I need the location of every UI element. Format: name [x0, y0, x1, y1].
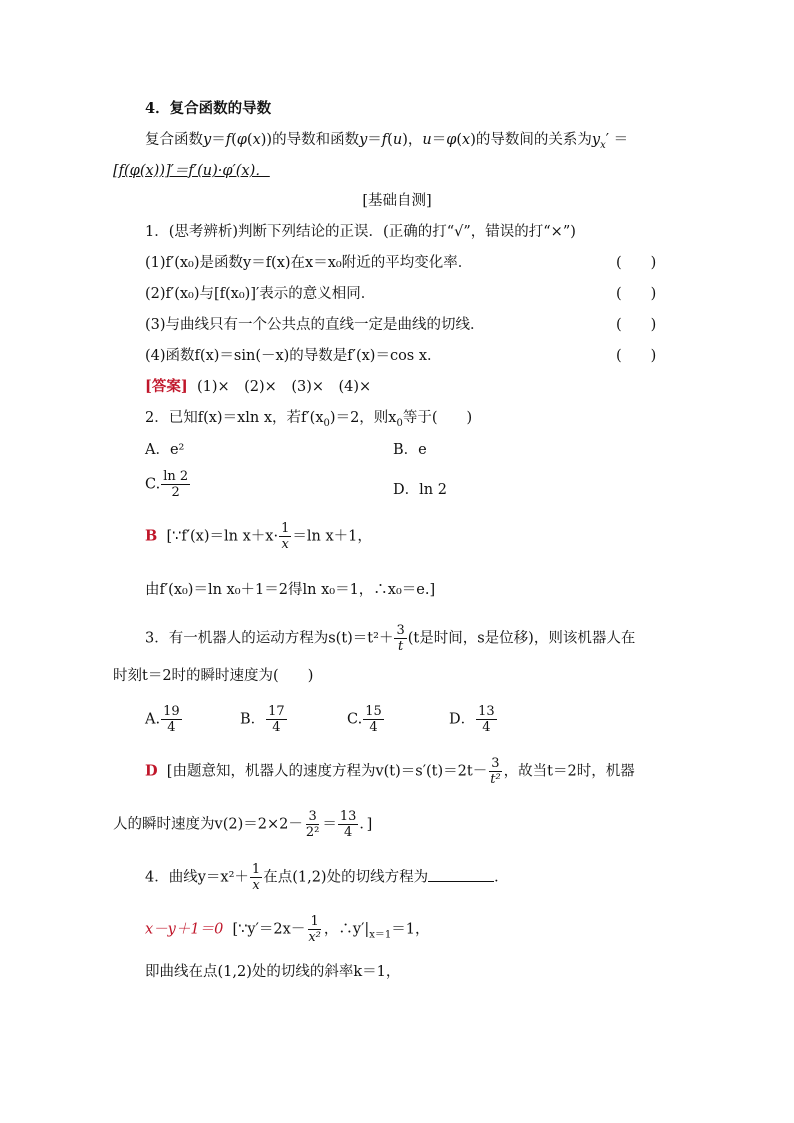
q1-blank-1: ( ) [616, 255, 657, 271]
fraction: $\frac{13}{4}$ [339, 809, 357, 840]
q1-item-1: (1)f′(x₀)是函数y＝f(x)在x＝x₀附近的平均变化率． [145, 255, 473, 271]
q2-option-a: A．e² [145, 442, 185, 458]
q2-option-d: D．ln 2 [393, 482, 447, 498]
fraction: $\frac{\ln 2}{2}$ [163, 469, 189, 500]
q2-option-c: C. $\frac{\ln 2}{2}$ [145, 469, 189, 500]
q1-blank-3: ( ) [616, 317, 657, 333]
rule-line-2: [f(φ(x))]′＝f′(u)·φ′(x)． [113, 163, 270, 179]
q3-stem-2: 时刻t＝2时的瞬时速度为( ) [113, 668, 314, 684]
q2-solution-2: 由f′(x₀)＝ln x₀＋1＝2得ln x₀＝1，∴x₀＝e.] [145, 582, 436, 598]
q3-option-d: D． $\frac{13}{4}$ [449, 704, 495, 735]
fraction: $\frac{17}{4}$ [268, 704, 285, 735]
fraction: $\frac{19}{4}$ [163, 704, 180, 735]
q1-blank-2: ( ) [616, 286, 657, 302]
q3-option-a: A. $\frac{19}{4}$ [145, 704, 180, 735]
fraction: $\frac{3}{t}$ [396, 623, 405, 654]
q1-answer [145, 377, 371, 397]
q1-stem: 1．(思考辨析)判断下列结论的正误．(正确的打“√”，错误的打“×”) [145, 224, 576, 240]
section-heading: 4．复合函数的导数 [145, 100, 272, 117]
answer-text: x－y＋1＝0 [145, 921, 224, 938]
fraction: $\frac{1}{x}$ [281, 521, 290, 552]
fraction: $\frac{3}{\text{2²}}$ [305, 809, 320, 840]
q4-stem: 4．曲线y＝x²＋ $\frac{1}{x}$ 在点(1,2)处的切线方程为 ． [145, 862, 509, 893]
q1-item-3: (3)与曲线只有一个公共点的直线一定是曲线的切线． [145, 317, 485, 333]
answer-blank [428, 867, 494, 882]
fraction: $\frac{13}{4}$ [478, 704, 495, 735]
q2-stem: 2．已知f(x)＝xln x，若$f'(x_0)=2$，则$x_0$等于( ) [145, 410, 473, 429]
fraction: $\frac{15}{4}$ [365, 704, 382, 735]
q3-solution-1: D [由题意知，机器人的速度方程为v(t)＝s′(t)＝2t－ $\frac{3}{\text{t²}}$ ，故当t＝2时，机器 [145, 756, 635, 787]
q3-option-c: C. $\frac{15}{4}$ [347, 704, 382, 735]
q2-solution-1: B [∵f′(x)＝ln x＋x· $\frac{1}{x}$ ＝ln x＋1， [145, 521, 372, 552]
section-banner: [基础自测] [362, 193, 432, 209]
q1-item-2: (2)f′(x₀)与[f(x₀)]′表示的意义相同． [145, 286, 376, 302]
fraction: $\frac{3}{\text{t²}}$ [490, 756, 501, 787]
q1-blank-4: ( ) [616, 348, 657, 364]
q1-item-4: (4)函数f(x)＝sin(－x)的导数是f′(x)＝cos x． [145, 348, 442, 364]
rule-line-1: 复合函数y＝f(φ(x))的导数和函数y＝f(u)，u＝φ(x)的导数间的关系为$y_x'$ ＝ [145, 132, 629, 151]
answer-letter: D [145, 762, 158, 780]
q3-stem-1: 3．有一机器人的运动方程为s(t)＝t²＋ $\frac{3}{t}$ (t是时间，s是位移)，则该机器人在 [145, 623, 636, 654]
q4-solution-2: 即曲线在点(1,2)处的切线的斜率k＝1， [145, 964, 401, 980]
q3-option-b: B． $\frac{17}{4}$ [240, 704, 285, 735]
answer-tag: [答案] [145, 378, 188, 395]
q3-solution-2: 人的瞬时速度为v(2)＝2×2－ $\frac{3}{\text{2²}}$ ＝ $\frac{13}{4}$ ．] [113, 809, 373, 840]
q2-option-b: B．e [393, 442, 427, 458]
answer-letter: B [145, 527, 158, 545]
fraction: $\frac{1}{\text{x²}}$ [308, 914, 321, 945]
q4-solution-1: x－y＋1＝0 [∵y′＝2x－ $\frac{1}{\text{x²}}$ ，$\therefore y'|_{x=1}=1$， [145, 914, 430, 945]
answer-text: (1)× (2)× (3)× (4)× [196, 379, 372, 395]
fraction: $\frac{1}{x}$ [251, 862, 261, 893]
